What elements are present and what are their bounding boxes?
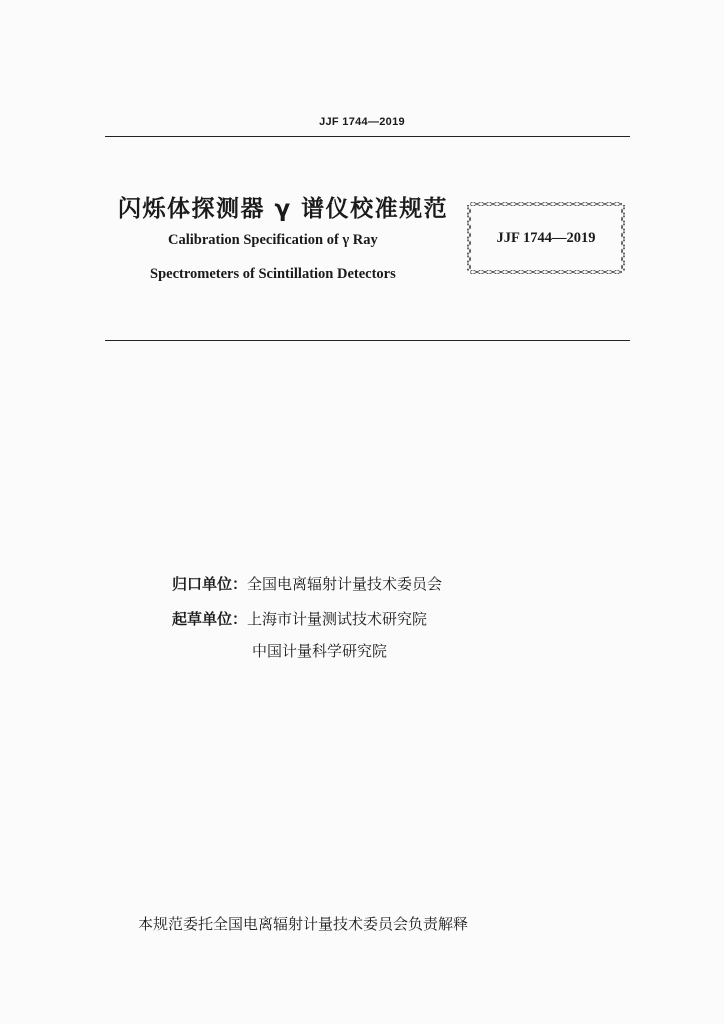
drafting-unit-row [172, 608, 427, 629]
title-chinese: 闪烁体探测器 γ 谱仪校准规范 [118, 196, 449, 222]
top-divider [105, 136, 630, 137]
interpretation-note: 本规范委托全国电离辐射计量技术委员会负责解释 [138, 915, 469, 933]
responsible-unit-row [172, 573, 442, 594]
drafting-unit-label: 起草单位： [172, 610, 248, 628]
title-english-line1: Calibration Specification of γ Ray [168, 232, 378, 248]
code-box-label: JJF 1744—2019 [496, 230, 596, 246]
bottom-divider [105, 340, 630, 341]
header-standard-code: JJF 1744—2019 [319, 116, 405, 128]
drafting-unit-value-1: 上海市计量测试技术研究院 [247, 610, 428, 628]
responsible-unit-label: 归口单位： [172, 575, 248, 593]
title-english-line2: Spectrometers of Scintillation Detectors [150, 266, 396, 282]
responsible-unit-value: 全国电离辐射计量技术委员会 [247, 575, 443, 593]
standard-code-box [466, 200, 626, 276]
drafting-unit-value-2: 中国计量科学研究院 [252, 642, 388, 660]
